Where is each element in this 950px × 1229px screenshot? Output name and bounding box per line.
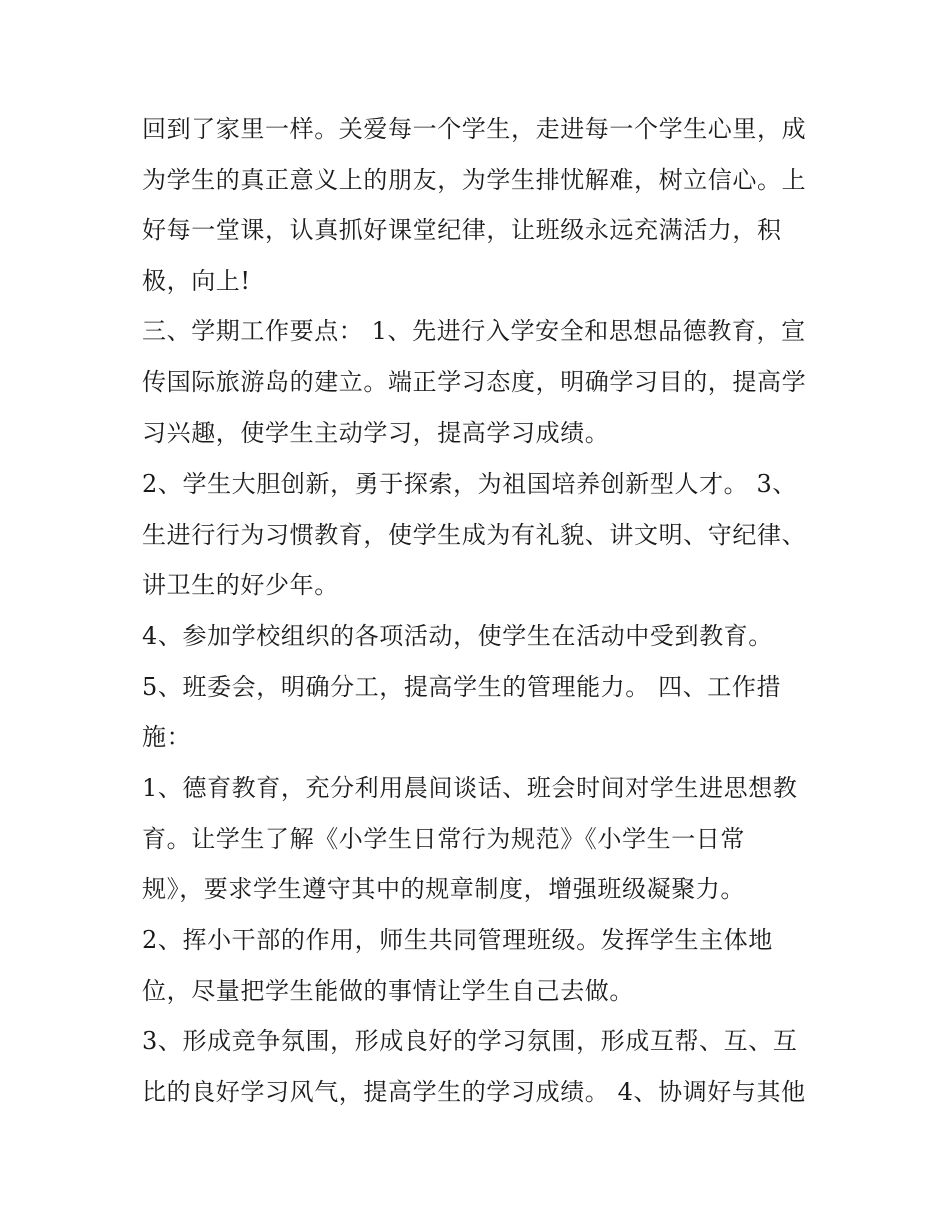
text-line: 1、德育教育，充分利用晨间谈话、班会时间对学生进思想教: [142, 774, 798, 802]
text-line: 传国际旅游岛的建立。端正学习态度，明确学习目的，提高学: [142, 368, 807, 396]
text-line: 好每一堂课，认真抓好课堂纪律，让班级永远充满活力，积: [142, 216, 782, 244]
text-line: 三、学期工作要点： 1、先进行入学安全和思想品德教育，宣: [142, 317, 806, 345]
text-line: 比的良好学习风气，提高学生的学习成绩。 4、协调好与其他: [142, 1078, 806, 1106]
text-line: 育。让学生了解《小学生日常行为规范》《小学生一日常: [142, 825, 745, 853]
text-line: 回到了家里一样。关爱每一个学生，走进每一个学生心里，成: [142, 115, 807, 143]
text-line: 为学生的真正意义上的朋友，为学生排忧解难，树立信心。上: [142, 166, 807, 194]
text-line: 施：: [142, 723, 192, 751]
text-line: 4、参加学校组织的各项活动，使学生在活动中受到教育。: [142, 622, 773, 650]
text-line: 2、挥小干部的作用，师生共同管理班级。发挥学生主体地: [142, 926, 773, 954]
text-line: 位，尽量把学生能做的事情让学生自己去做。: [142, 977, 634, 1005]
text-line: 规》，要求学生遵守其中的规章制度，增强班级凝聚力。: [142, 875, 745, 903]
text-line: 2、学生大胆创新，勇于探索，为祖国培养创新型人才。 3、: [142, 470, 797, 498]
text-line: 极，向上!: [142, 267, 251, 295]
text-line: 3、形成竞争氛围，形成良好的学习氛围，形成互帮、互、互: [142, 1027, 798, 1055]
text-line: 5、班委会，明确分工，提高学生的管理能力。 四、工作措: [142, 673, 782, 701]
text-line: 讲卫生的好少年。: [142, 571, 339, 599]
text-line: 习兴趣，使学生主动学习，提高学习成绩。: [142, 419, 610, 447]
text-line: 生进行行为习惯教育，使学生成为有礼貌、讲文明、守纪律、: [142, 521, 807, 549]
